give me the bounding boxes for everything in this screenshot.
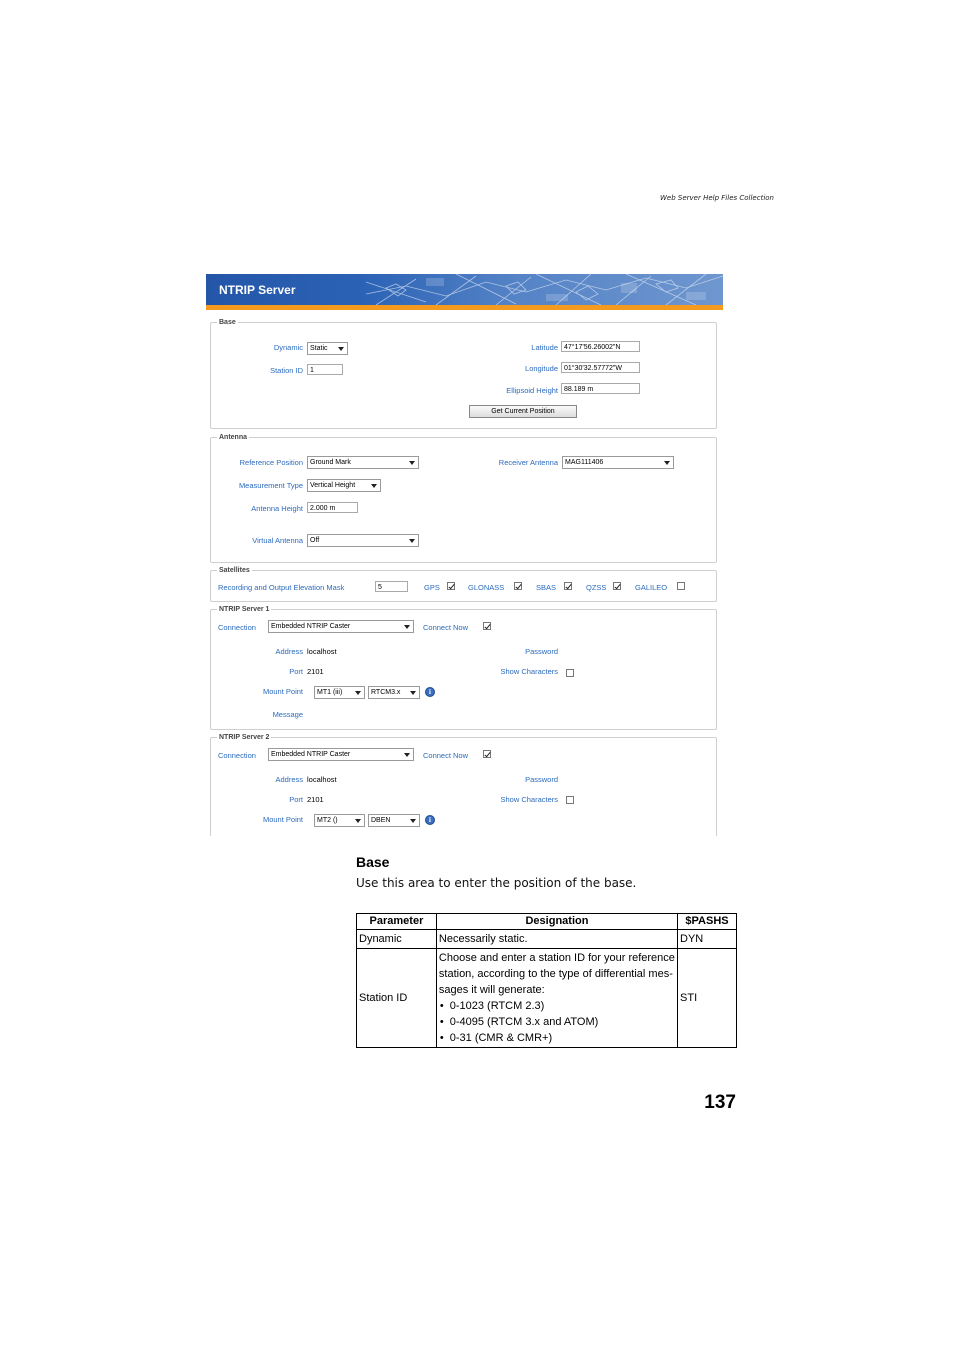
server2-address-label: Address (275, 775, 303, 784)
list-item: • 0-1023 (RTCM 2.3) (439, 998, 675, 1014)
elevation-mask-input[interactable]: 5 (375, 581, 408, 592)
gps-checkbox[interactable] (447, 582, 455, 590)
server2-connect-now-label: Connect Now (423, 751, 469, 760)
glonass-label: GLONASS (468, 583, 505, 592)
reference-position-select[interactable]: Ground Mark (307, 456, 419, 469)
server2-port-label: Port (289, 795, 303, 804)
server2-mount-point-select[interactable]: MT2 () (314, 814, 365, 827)
table-cell-parameter: Station ID (357, 949, 437, 1048)
longitude-input[interactable]: 01°30'32.57772"W (561, 362, 640, 373)
table-cell-parameter: Dynamic (357, 930, 437, 949)
server1-address-label: Address (275, 647, 303, 656)
table-cell-pashs: STI (678, 949, 737, 1048)
table-row (357, 930, 737, 949)
table-row (357, 949, 737, 1048)
chevron-down-icon (410, 691, 416, 695)
server2-show-characters-checkbox[interactable] (566, 796, 574, 804)
banner-accent-bar (206, 305, 723, 310)
table-cell-designation: Necessarily static. (436, 930, 677, 949)
server1-address-value: localhost (307, 647, 337, 656)
galileo-label: GALILEO (635, 583, 668, 592)
designation-line: station, according to the type of differential mes- (438, 968, 673, 980)
qzss-label: QZSS (586, 583, 607, 592)
server1-connect-now-label: Connect Now (423, 623, 469, 632)
server1-connect-now-checkbox[interactable] (483, 622, 491, 630)
server2-connection-select[interactable]: Embedded NTRIP Caster (268, 748, 414, 761)
receiver-antenna-label: Receiver Antenna (498, 458, 558, 467)
server2-show-characters-label: Show Characters (500, 795, 558, 804)
chevron-down-icon (409, 461, 415, 465)
server2-format-select[interactable]: DBEN (368, 814, 420, 827)
server1-connection-select[interactable]: Embedded NTRIP Caster (268, 620, 414, 633)
section-title: Base (356, 854, 390, 870)
gps-label: GPS (424, 583, 440, 592)
server2-connect-now-checkbox[interactable] (483, 750, 491, 758)
longitude-label: Longitude (525, 364, 558, 373)
server1-port-label: Port (289, 667, 303, 676)
info-icon[interactable]: i (425, 815, 435, 825)
table-header-row (357, 914, 737, 930)
list-item: • 0-31 (CMR & CMR+) (439, 1030, 675, 1046)
galileo-checkbox[interactable] (677, 582, 685, 590)
parameter-table (356, 913, 737, 1048)
glonass-checkbox[interactable] (514, 582, 522, 590)
server1-password-label: Password (525, 647, 558, 656)
page-title: NTRIP Server (219, 283, 296, 297)
station-id-input[interactable]: 1 (307, 364, 343, 375)
info-icon[interactable]: i (425, 687, 435, 697)
antenna-height-input[interactable]: 2.000 m (307, 502, 358, 513)
ntrip-server-screenshot (206, 274, 723, 836)
qzss-checkbox[interactable] (613, 582, 621, 590)
dynamic-select[interactable]: Static (307, 342, 348, 355)
sbas-checkbox[interactable] (564, 582, 572, 590)
server1-connection-label: Connection (218, 623, 256, 632)
latitude-input[interactable]: 47°17'56.26002"N (561, 341, 640, 352)
chevron-down-icon (404, 753, 410, 757)
server1-format-select[interactable]: RTCM3.x (368, 686, 420, 699)
chevron-down-icon (355, 691, 361, 695)
server1-show-characters-label: Show Characters (500, 667, 558, 676)
designation-line: sages it will generate: (438, 984, 545, 996)
server1-mount-point-select[interactable]: MT1 (iii) (314, 686, 365, 699)
dynamic-label: Dynamic (273, 343, 303, 352)
server1-message-label: Message (272, 710, 303, 719)
ellipsoid-height-input[interactable]: 88.189 m (561, 383, 640, 394)
ntrip-server-1-legend: NTRIP Server 1 (219, 606, 270, 613)
get-current-position-button[interactable]: Get Current Position (469, 405, 577, 418)
server2-port-value: 2101 (307, 795, 324, 804)
chevron-down-icon (664, 461, 670, 465)
table-header-pashs: $PASHS (678, 914, 737, 930)
base-legend: Base (219, 319, 236, 326)
ntrip-server-2-legend: NTRIP Server 2 (219, 734, 270, 741)
table-header-designation: Designation (436, 914, 677, 930)
sbas-label: SBAS (536, 583, 557, 592)
chevron-down-icon (409, 539, 415, 543)
receiver-antenna-select[interactable]: MAG111406 (562, 456, 674, 469)
measurement-type-select[interactable]: Vertical Height (307, 479, 381, 492)
server2-connection-label: Connection (218, 751, 256, 760)
satellites-legend: Satellites (219, 567, 250, 574)
latitude-label: Latitude (531, 343, 558, 352)
section-description: Use this area to enter the position of the base. (356, 876, 637, 890)
server2-address-value: localhost (307, 775, 337, 784)
server2-password-label: Password (525, 775, 558, 784)
table-cell-designation (436, 949, 677, 1048)
running-header: Web Server Help Files Collection (660, 194, 774, 202)
chevron-down-icon (371, 484, 377, 488)
antenna-height-label: Antenna Height (251, 504, 303, 513)
measurement-type-label: Measurement Type (238, 481, 303, 490)
server1-show-characters-checkbox[interactable] (566, 669, 574, 677)
page-number: 137 (704, 1092, 736, 1113)
chevron-down-icon (404, 625, 410, 629)
virtual-antenna-label: Virtual Antenna (252, 536, 303, 545)
chevron-down-icon (410, 819, 416, 823)
designation-bullets (439, 998, 675, 1046)
table-header-parameter: Parameter (357, 914, 437, 930)
chevron-down-icon (338, 347, 344, 351)
list-item: • 0-4095 (RTCM 3.x and ATOM) (439, 1014, 675, 1030)
chevron-down-icon (355, 819, 361, 823)
station-id-label: Station ID (270, 366, 303, 375)
city-map-decoration (366, 274, 723, 305)
server1-port-value: 2101 (307, 667, 324, 676)
designation-line: Choose and enter a station ID for your reference (438, 952, 675, 964)
reference-position-label: Reference Position (239, 458, 303, 467)
ellipsoid-height-label: Ellipsoid Height (506, 386, 558, 395)
server1-mount-point-label: Mount Point (262, 687, 303, 696)
server2-mount-point-label: Mount Point (262, 815, 303, 824)
elevation-mask-label: Recording and Output Elevation Mask (218, 583, 345, 592)
antenna-legend: Antenna (219, 434, 247, 441)
table-cell-pashs: DYN (678, 930, 737, 949)
virtual-antenna-select[interactable]: Off (307, 534, 419, 547)
